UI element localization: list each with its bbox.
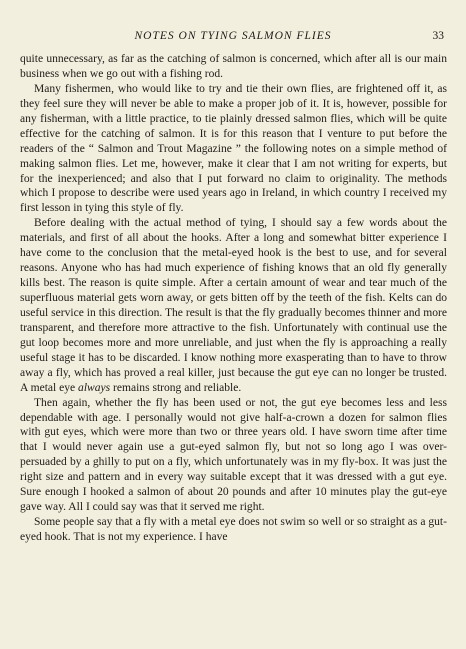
paragraph-tying-own-flies: Many fishermen, who would like to try and tie their own flies, are frightened off it, as they feel sure they will never be able to make a proper job of it. It is, however, possible for any fisherman, with a little practice, to tie plainly dressed salmon flies, which will be quite effective for the catching of salmon. It is for this reason that I venture to put before the readers of the “ Salmon and Trout Magazine ” the following notes on a simple method of making salmon flies. Let me, however, make it clear that I am not writing for experts, but for the inexperienced; and also that I put forward no claim to originality. The methods which I propose to describe were used years ago in Ireland, in which country I received my first lesson in tying this style of fly.	[20, 82, 447, 215]
paragraph-hooks	[20, 216, 447, 395]
paragraph-hooks-text-after: remains strong and reliable.	[110, 381, 242, 394]
running-title: NOTES ON TYING SALMON FLIES	[134, 30, 332, 42]
body-text	[20, 52, 447, 545]
paragraph-swimming: Some people say that a fly with a metal eye does not swim so well or so straight as a gut-eyed hook. That is not my experience. I have	[20, 516, 447, 543]
page-number: 33	[432, 30, 444, 42]
paragraph-gut-eye-age: Then again, whether the fly has been used or not, the gut eye becomes less and less dependable with age. I personally would not give half-a-crown a dozen for salmon flies with gut eyes, which were more than two or three years old. I have sworn time after time that I would never again use a gut-eyed salmon fly, but not so long ago I was over-persuaded by a ghilly to put on a fly, which unfortunately was in my fly-box. It was just the right size and pattern and in every way suitable except that it was dressed with a gut eye. Sure enough I hooked a salmon of about 20 pounds and after 10 minutes play the gut-eye gave way. All I could say was that it served me right.	[20, 396, 447, 514]
paragraph-continuation: quite unnecessary, as far as the catching of salmon is concerned, which after all is our main business when we go out with a fishing rod.	[20, 53, 447, 80]
emphasis-always: always	[78, 381, 111, 394]
paragraph-hooks-text-before: Before dealing with the actual method of tying, I should say a few words about the materials, and first of all about the hooks. After a long and somewhat bitter experience I have come to the conclusion that the metal-eyed hook is the best to use, and for several reasons. Anyone who has had much experience of fishing knows that an old fly generally kills best. The reason is quite simple. After a certain amount of wear and tear much of the superfluous material gets worn away, or gets bitten off by the teeth of the fish. Kelts can do useful service in this direction. The result is that the fly gradually becomes thinner and more transparent, and therefore more attractive to the fish. Unfortunately with continual use the gut loop becomes more and more unreliable, and just when the fly is approaching a really useful stage it has to be discarded. I know nothing more exasperating than to have to throw away a fly, which has proved a real killer, just because the gut eye can no longer be trusted. A metal eye	[20, 217, 447, 394]
running-head	[0, 30, 466, 46]
